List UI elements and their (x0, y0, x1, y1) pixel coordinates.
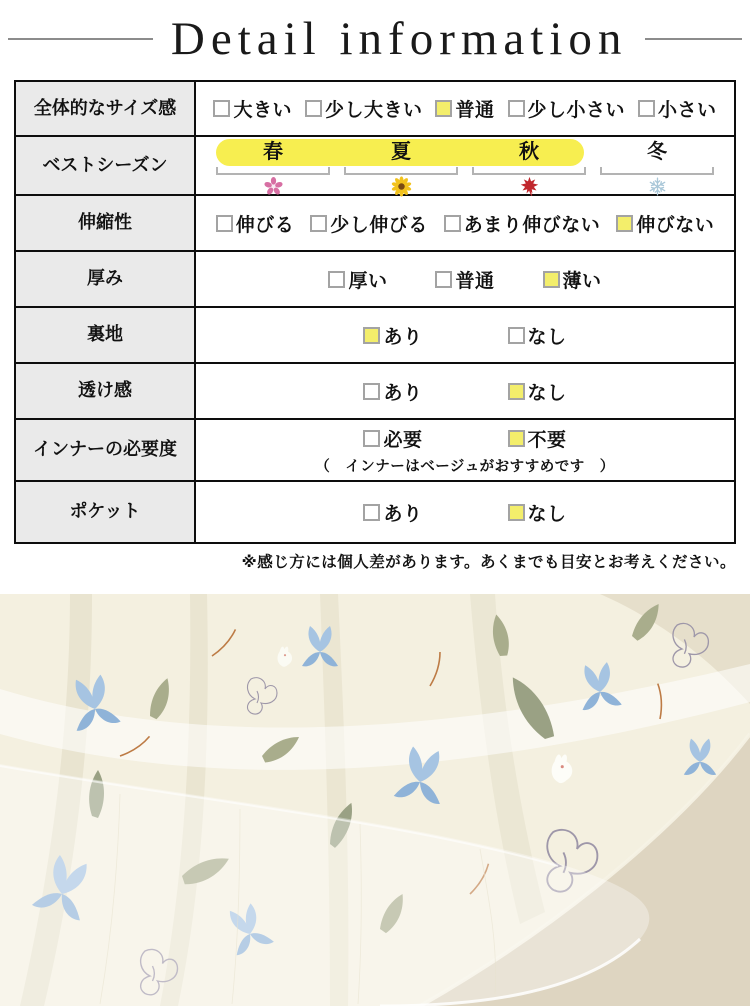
checkbox[interactable] (305, 100, 322, 117)
option (213, 95, 292, 122)
table-row-thickness (16, 250, 734, 306)
option (508, 322, 567, 349)
option (508, 378, 567, 405)
checkbox[interactable] (310, 215, 327, 232)
table-row-pocket (16, 480, 734, 542)
table-row-lining (16, 306, 734, 362)
cherry-blossom-icon (263, 176, 284, 197)
row-label: 厚み (16, 252, 196, 306)
option-label: 少し伸びる (330, 214, 428, 236)
checkbox[interactable] (435, 271, 452, 288)
checkbox-checked[interactable] (543, 271, 560, 288)
option-label: 不要 (527, 429, 567, 451)
best-season-row (204, 135, 726, 197)
season-autumn: 秋 (470, 139, 588, 197)
season-bracket (344, 167, 457, 175)
checkbox[interactable] (444, 215, 461, 232)
option (328, 266, 387, 293)
option (363, 322, 422, 349)
option-label: 伸びる (235, 214, 295, 236)
checkbox[interactable] (213, 100, 230, 117)
option (435, 266, 494, 293)
option-label: 普通 (455, 270, 495, 292)
option-label: 普通 (455, 100, 495, 121)
row-label: 透け感 (16, 364, 196, 418)
disclaimer-note: ※感じ方には個人差があります。あくまでも目安とお考えください。 (241, 554, 736, 571)
season-spring: 春 (214, 139, 332, 197)
checkbox[interactable] (508, 100, 525, 117)
option-label: 厚い (348, 270, 388, 292)
checkbox[interactable] (638, 100, 655, 117)
option-label: なし (527, 503, 567, 525)
row-label: ベストシーズン (16, 137, 196, 194)
header (0, 0, 750, 78)
option-label: 大きい (233, 100, 292, 121)
title-rule-left (8, 38, 153, 40)
option-label: 少し小さい (527, 100, 626, 121)
table-row-sheerness (16, 362, 734, 418)
row-label: 伸縮性 (16, 196, 196, 250)
option (363, 425, 422, 452)
option (638, 95, 717, 122)
option-label: 薄い (562, 270, 602, 292)
option (508, 499, 567, 526)
option-label: 伸びない (636, 214, 715, 236)
inner-recommendation-note: （ インナーはベージュがおすすめです ） (315, 458, 615, 475)
spec-table (14, 80, 736, 544)
season-bracket (216, 167, 329, 175)
option (216, 210, 295, 237)
option-label: あり (383, 326, 423, 348)
option (543, 266, 602, 293)
row-label: 裏地 (16, 308, 196, 362)
season-bracket (472, 167, 585, 175)
option-label: 少し大きい (324, 100, 423, 121)
option (363, 499, 422, 526)
option-label: なし (527, 382, 567, 404)
checkbox-checked[interactable] (435, 100, 452, 117)
checkbox[interactable] (508, 327, 525, 344)
season-winter: 冬 (598, 139, 716, 197)
table-row-stretch (16, 194, 734, 250)
option (363, 378, 422, 405)
checkbox-checked[interactable] (508, 504, 525, 521)
checkbox[interactable] (216, 215, 233, 232)
checkbox[interactable] (363, 383, 380, 400)
season-bracket (600, 167, 713, 175)
maple-leaf-icon (519, 176, 540, 197)
option-label: あまり伸びない (463, 214, 601, 236)
checkbox-checked[interactable] (508, 430, 525, 447)
option-label: 必要 (383, 429, 423, 451)
checkbox[interactable] (363, 430, 380, 447)
table-row-season (16, 135, 734, 194)
option-label: あり (383, 503, 423, 525)
checkbox-checked[interactable] (363, 327, 380, 344)
option-label: あり (383, 382, 423, 404)
option (305, 95, 423, 122)
checkbox-checked[interactable] (616, 215, 633, 232)
row-label: インナーの必要度 (16, 420, 196, 480)
option (444, 210, 601, 237)
page-title: Detail information (170, 13, 628, 65)
table-row-size (16, 82, 734, 135)
row-label: 全体的なサイズ感 (16, 82, 196, 135)
option (508, 95, 626, 122)
checkbox[interactable] (363, 504, 380, 521)
snowflake-icon (647, 176, 668, 197)
table-row-inner (16, 418, 734, 480)
season-summer: 夏 (342, 139, 460, 197)
option (435, 95, 494, 122)
product-photo (0, 594, 750, 1006)
title-rule-right (645, 38, 742, 40)
option (310, 210, 428, 237)
option-label: なし (527, 326, 567, 348)
row-label: ポケット (16, 482, 196, 542)
sunflower-icon (391, 176, 412, 197)
checkbox[interactable] (328, 271, 345, 288)
option-label: 小さい (658, 100, 717, 121)
checkbox-checked[interactable] (508, 383, 525, 400)
option (616, 210, 714, 237)
option (508, 425, 567, 452)
